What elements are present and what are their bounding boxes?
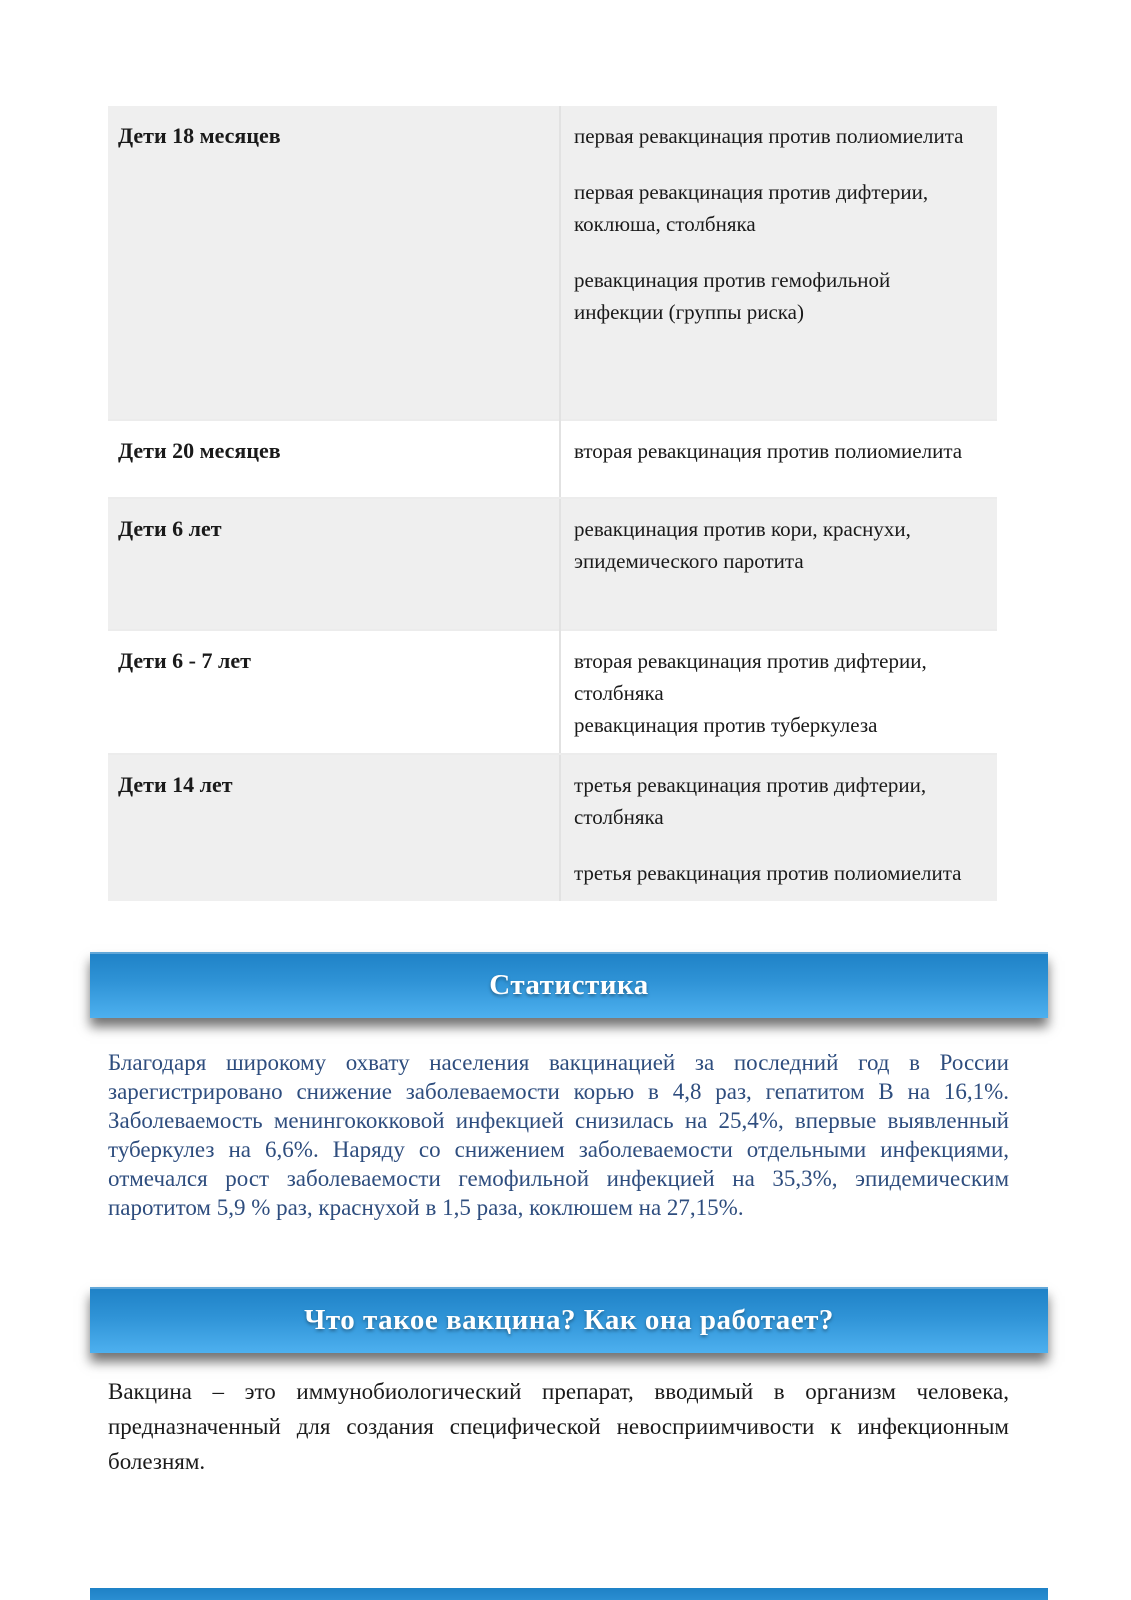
- vaccination-cell: [560, 754, 997, 901]
- vaccination-item: третья ревакцинация против полиомиелита: [574, 861, 962, 885]
- vaccination-schedule-table: [108, 106, 997, 901]
- section-banner-vaccine-question: [90, 1287, 1048, 1353]
- table-row: [108, 498, 997, 630]
- age-group-label: Дети 20 месяцев: [118, 438, 281, 463]
- vaccination-item: первая ревакцинация против полиомиелита: [574, 124, 964, 148]
- vaccination-cell: [560, 420, 997, 498]
- vaccination-cell: [560, 498, 997, 630]
- vaccination-item: третья ревакцинация против дифтерии, столбняка: [574, 773, 927, 829]
- section-banner-statistics: [90, 952, 1048, 1018]
- vaccination-item: первая ревакцинация против дифтерии, коклюша, столбняка: [574, 180, 929, 236]
- section-title: Что такое вакцина? Как она работает?: [304, 1303, 834, 1336]
- vaccination-item: ревакцинация против туберкулеза: [574, 713, 878, 737]
- age-group-label: Дети 14 лет: [118, 772, 233, 797]
- statistics-paragraph: Благодаря широкому охвату населения вакцинацией за последний год в России зарегистрировано снижение заболеваемости корью в 4,8 раз, гепатитом В на 16,1%. Заболеваемость менингококковой инфекцией снизилась на 25,4%, впервые выявленный туберкулез на 6,6%. Наряду со снижением заболеваемости отдельными инфекциями, отмечался рост заболеваемости гемофильной инфекцией на 35,3%, эпидемическим паротитом 5,9 % раз, краснухой в 1,5 раза, коклюшем на 27,15%.: [108, 1050, 1009, 1220]
- age-group-label: Дети 18 месяцев: [118, 123, 281, 148]
- age-group-label: Дети 6 лет: [118, 516, 222, 541]
- vaccination-cell: [560, 630, 997, 754]
- vaccine-definition-paragraph: Вакцина – это иммунобиологический препарат, вводимый в организм человека, предназначенный для создания специфической невосприимчивости к инфекционным болезням.: [108, 1379, 1009, 1474]
- table-row: [108, 106, 997, 420]
- next-section-banner-partial: [90, 1588, 1048, 1600]
- section-title: Статистика: [489, 968, 649, 1001]
- table-row: [108, 754, 997, 901]
- table-row: [108, 630, 997, 754]
- age-group-label: Дети 6 - 7 лет: [118, 648, 251, 673]
- vaccination-item: вторая ревакцинация против полиомиелита: [574, 439, 963, 463]
- vaccination-cell: [560, 106, 997, 420]
- vaccination-item: ревакцинация против гемофильной инфекции (группы риска): [574, 268, 891, 324]
- vaccination-item: ревакцинация против кори, краснухи, эпидемического паротита: [574, 517, 911, 573]
- vaccination-item: вторая ревакцинация против дифтерии, столбняка: [574, 649, 927, 705]
- table-row: [108, 420, 997, 498]
